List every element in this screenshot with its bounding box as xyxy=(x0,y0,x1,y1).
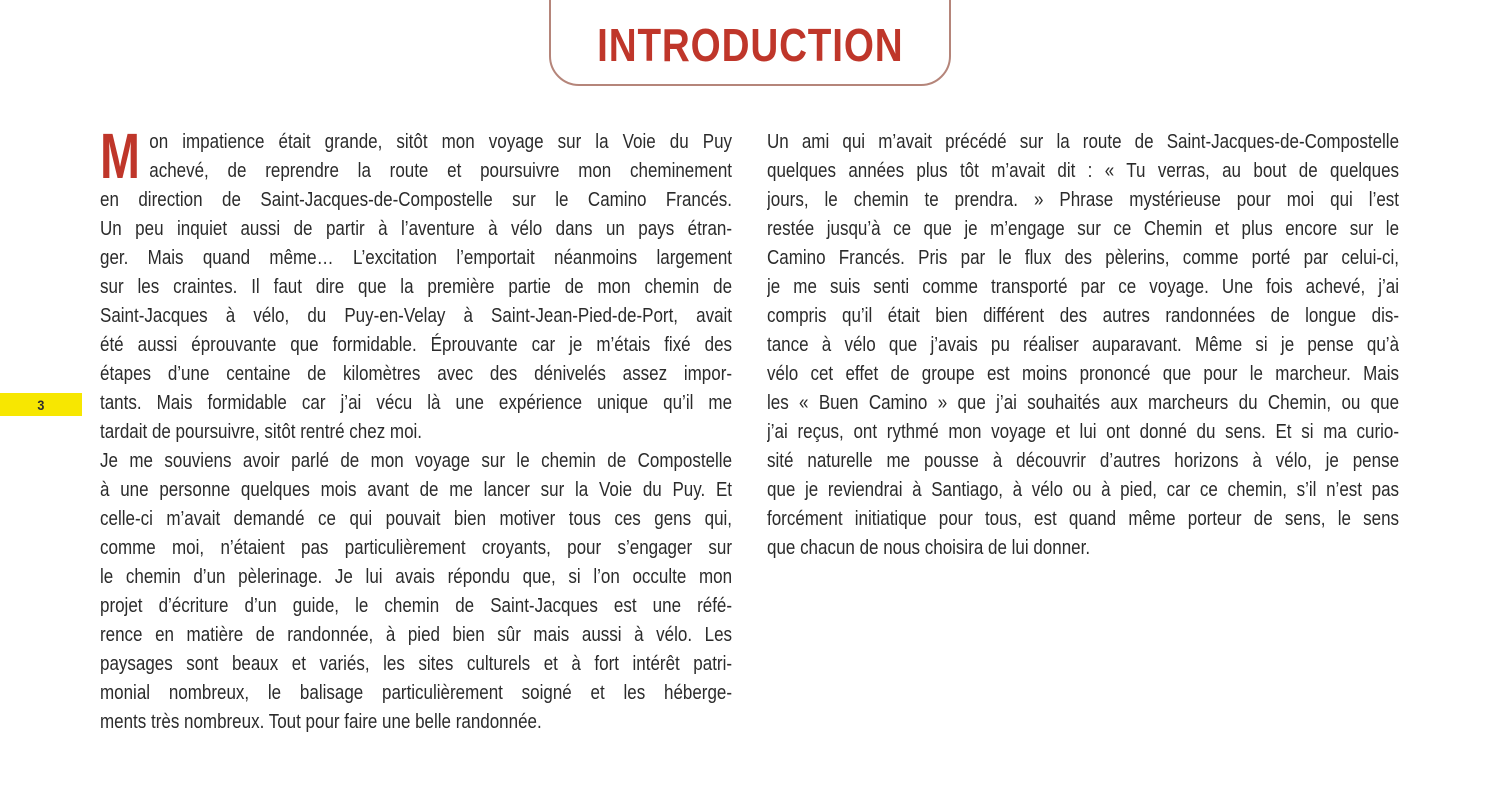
paragraph xyxy=(767,128,1399,563)
text-line: rence en matière de randonnée, à pied bien sûr mais aussi à vélo. Les xyxy=(100,624,733,646)
text-line: sité naturelle me pousse à découvrir d’autres horizons à vélo, je pense xyxy=(767,450,1400,472)
text-line: tance à vélo que j’avais pu réaliser auparavant. Même si je pense qu’à xyxy=(767,334,1400,356)
text-line: projet d’écriture d’un guide, le chemin de Saint-Jacques est une réfé- xyxy=(100,595,733,617)
page-number-tab xyxy=(0,393,82,416)
text-line: Un peu inquiet aussi de partir à l’aventure à vélo dans un pays étran- xyxy=(100,218,733,240)
text-line: été aussi éprouvante que formidable. Éprouvante car je m’étais fixé des xyxy=(100,334,733,356)
page-number: 3 xyxy=(37,396,45,413)
text-line: que je reviendrai à Santiago, à vélo ou à pied, car ce chemin, s’il n’est pas xyxy=(767,479,1400,501)
text-line: achevé, de reprendre la route et poursuivre mon cheminement xyxy=(149,160,733,182)
text-line: tardait de poursuivre, sitôt rentré chez moi. xyxy=(100,421,423,443)
text-line: Saint-Jacques à vélo, du Puy-en-Velay à Saint-Jean-Pied-de-Port, avait xyxy=(100,305,733,327)
text-line: ger. Mais quand même… L’excitation l’emportait néanmoins largement xyxy=(100,247,733,269)
text-line: compris qu’il était bien différent des autres randonnées de longue dis- xyxy=(767,305,1400,327)
text-column-left xyxy=(100,120,733,737)
text-column-right xyxy=(767,128,1399,563)
paragraph xyxy=(100,447,732,737)
text-line: à une personne quelques mois avant de me lancer sur la Voie du Puy. Et xyxy=(100,479,733,501)
text-line: en direction de Saint-Jacques-de-Compostelle sur le Camino Francés. xyxy=(100,189,733,211)
chapter-title-box xyxy=(549,0,951,86)
page-title: INTRODUCTION xyxy=(596,19,904,71)
text-line: on impatience était grande, sitôt mon voyage sur la Voie du Puy xyxy=(149,131,733,153)
text-line: que chacun de nous choisira de lui donner. xyxy=(767,537,1091,559)
text-line: ments très nombreux. Tout pour faire une belle randonnée. xyxy=(100,711,542,733)
text-line: sur les craintes. Il faut dire que la première partie de mon chemin de xyxy=(100,276,733,298)
text-line: celle-ci m’avait demandé ce qui pouvait bien motiver tous ces gens qui, xyxy=(100,508,733,530)
text-line: j’ai reçus, ont rythmé mon voyage et lui ont donné du sens. Et si ma curio- xyxy=(767,421,1400,443)
text-line: étapes d’une centaine de kilomètres avec des dénivelés assez impor- xyxy=(100,363,733,385)
text-line: Un ami qui m’avait précédé sur la route de Saint-Jacques-de-Compostelle xyxy=(767,131,1400,153)
text-line: le chemin d’un pèlerinage. Je lui avais répondu que, si l’on occulte mon xyxy=(100,566,733,588)
text-line: Camino Francés. Pris par le flux des pèlerins, comme porté par celui-ci, xyxy=(767,247,1400,269)
text-line: restée jusqu’à ce que je m’engage sur ce Chemin et plus encore sur le xyxy=(767,218,1400,240)
paragraph xyxy=(100,120,733,447)
text-line: jours, le chemin te prendra. » Phrase mystérieuse pour moi qui l’est xyxy=(767,189,1400,211)
text-line: je me suis senti comme transporté par ce voyage. Une fois achevé, j’ai xyxy=(767,276,1400,298)
drop-cap: M xyxy=(100,120,140,192)
text-line: forcément initiatique pour tous, est quand même porteur de sens, le sens xyxy=(767,508,1400,530)
text-line: monial nombreux, le balisage particulièrement soigné et les héberge- xyxy=(100,682,733,704)
text-line: quelques années plus tôt m’avait dit : « Tu verras, au bout de quelques xyxy=(767,160,1400,182)
text-line: les « Buen Camino » que j’ai souhaités aux marcheurs du Chemin, ou que xyxy=(767,392,1400,414)
text-line: Je me souviens avoir parlé de mon voyage sur le chemin de Compostelle xyxy=(100,450,733,472)
text-line: tants. Mais formidable car j’ai vécu là une expérience unique qu’il me xyxy=(100,392,733,414)
text-line: comme moi, n’étaient pas particulièrement croyants, pour s’engager sur xyxy=(100,537,733,559)
text-line: vélo cet effet de groupe est moins prononcé que pour le marcheur. Mais xyxy=(767,363,1400,385)
text-line: paysages sont beaux et variés, les sites culturels et à fort intérêt patri- xyxy=(100,653,733,675)
